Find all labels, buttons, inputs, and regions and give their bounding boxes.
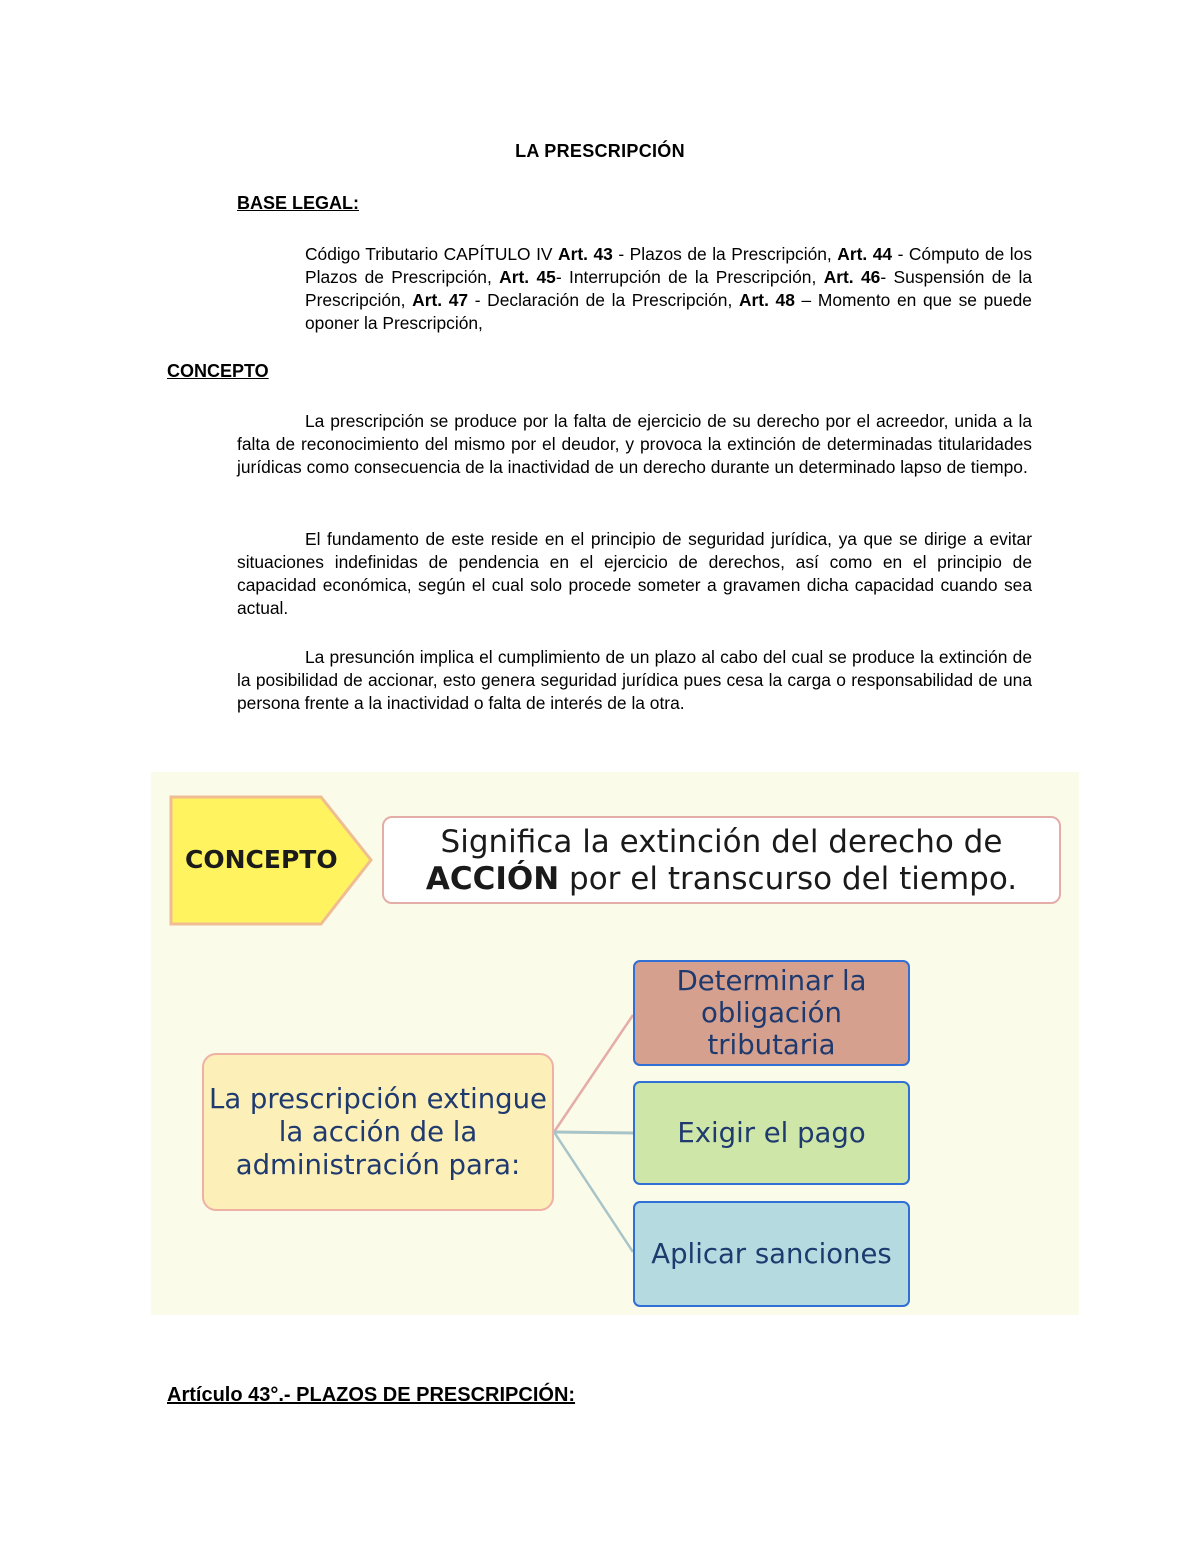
legal-text: - Cómputo de los Plazos de Prescripción, xyxy=(305,244,1033,287)
article-ref: Art. 48 xyxy=(738,290,795,310)
concepto-heading: CONCEPTO xyxy=(167,361,269,381)
article-ref: Art. 45 xyxy=(499,267,556,287)
option-exigir-box xyxy=(633,1081,910,1185)
legal-text: - Suspensión de la Prescripción, xyxy=(305,267,1033,310)
option1-line-2: obligación tributaria xyxy=(701,997,842,1061)
concept-paragraph-1: La prescripción se produce por la falta de ejercicio de su derecho por el acreedor, unida a la falta de reconocimiento del mismo por el deudor, y provoca la extinción de determinadas titularidades jurídicas como consecuencia de la inactividad de un derecho durante un determinado lapso de tiempo. xyxy=(237,411,1032,477)
article-43-heading: Artículo 43°.- PLAZOS DE PRESCRIPCIÓN: xyxy=(167,1384,576,1406)
option2-label: Exigir el pago xyxy=(677,1117,866,1149)
option3-label: Aplicar sanciones xyxy=(651,1238,892,1270)
definition-line-2 xyxy=(426,861,1017,898)
main-line-3: administración para: xyxy=(235,1148,521,1181)
definition-line-1: Significa la extinción del derecho de xyxy=(440,824,1003,860)
concept-label: CONCEPTO xyxy=(185,844,338,874)
article-ref: Art. 43 xyxy=(558,244,613,264)
legal-text: – Momento en que se puede oponer la Prescripción, xyxy=(305,290,1032,333)
article-ref: Art. 44 xyxy=(837,244,893,264)
legal-text: Código Tributario CAPÍTULO IV xyxy=(305,244,559,264)
document-title: LA PRESCRIPCIÓN xyxy=(515,141,685,161)
definition-bold-word: ACCIÓN xyxy=(425,861,560,897)
concept-diagram xyxy=(151,772,1079,1315)
definition-box xyxy=(382,816,1061,904)
main-line-2: la acción de la xyxy=(278,1115,478,1148)
legal-text: - Plazos de la Prescripción, xyxy=(612,244,838,264)
article-ref: Art. 46 xyxy=(823,267,881,287)
connector-line xyxy=(554,1132,633,1133)
connector-line xyxy=(554,1015,633,1132)
legal-basis-paragraph xyxy=(305,243,1032,335)
legal-text: - Declaración de la Prescripción, xyxy=(468,290,739,310)
article-ref: Art. 47 xyxy=(412,290,469,310)
main-line-1: La prescripción extingue xyxy=(209,1082,547,1115)
option-aplicar-box xyxy=(633,1201,910,1307)
concept-paragraph-3: La presunción implica el cumplimiento de un plazo al cabo del cual se produce la extinción de la posibilidad de accionar, esto genera seguridad jurídica pues cesa la carga o responsabilidad de una persona frente a la inactividad o falta de interés de la otra. xyxy=(237,647,1032,713)
connector-line xyxy=(554,1132,633,1252)
option1-line-1: Determinar la xyxy=(676,965,867,997)
legal-text: - Interrupción de la Prescripción, xyxy=(555,267,824,287)
base-legal-heading: BASE LEGAL: xyxy=(237,193,360,213)
concept-paragraph-2: El fundamento de este reside en el principio de seguridad jurídica, ya que se dirige a evitar situaciones indefinidas de pendencia en el ejercicio de derechos, así como en el principio de capacidad económica, según el cual solo procede someter a gravamen dicha capacidad cuando sea actual. xyxy=(237,529,1032,618)
definition-line-2-text: por el transcurso del tiempo. xyxy=(559,861,1018,897)
main-statement-box xyxy=(202,1053,554,1211)
option-determinar-box xyxy=(633,960,910,1066)
